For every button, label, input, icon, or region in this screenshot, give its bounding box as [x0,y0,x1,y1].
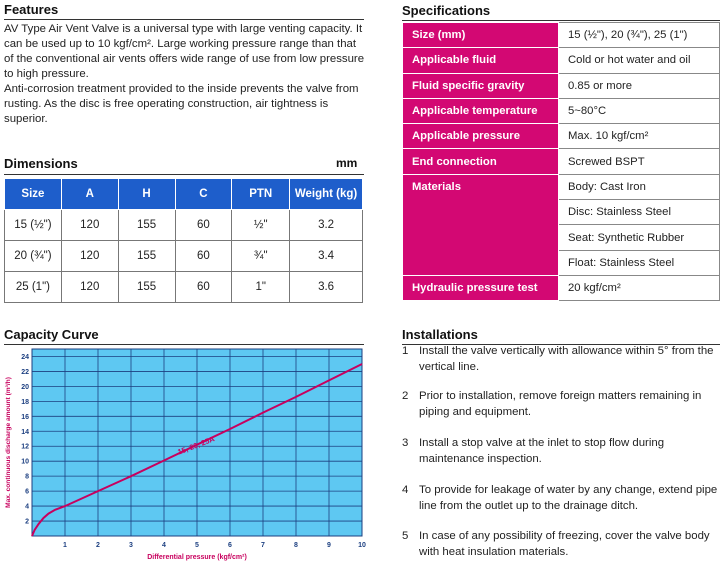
list-item-number: 5 [402,530,409,542]
list-item-number: 2 [402,390,409,402]
x-tick-label: 6 [228,542,232,549]
specifications-divider [402,20,720,21]
x-tick-label: 1 [63,542,67,549]
specifications-table [402,22,720,301]
dimensions-title: Dimensions [4,156,78,171]
spec-value-hydraulic: 20 kgf/cm² [559,275,720,300]
table-cell: 25 (1") [5,272,62,303]
x-tick-label: 9 [327,542,331,549]
spec-row [403,48,720,73]
y-axis-label: Max. continuous discharge amount (m³/h) [5,377,12,508]
y-tick-label: 10 [21,458,29,466]
table-cell: 3.2 [290,210,363,241]
spec-value-material: Body: Cast Iron [559,174,720,199]
list-item [402,483,724,514]
spec-value: 15 (½"), 20 (¾"), 25 (1") [559,23,720,48]
spec-value-material: Float: Stainless Steel [559,250,720,275]
table-cell: 1" [232,272,290,303]
spec-value: 5~80°C [559,98,720,123]
y-tick-label: 12 [21,443,29,451]
table-row [5,272,363,303]
dimensions-header-weight: Weight (kg) [290,179,363,210]
x-tick-label: 3 [129,542,133,549]
list-item [402,529,724,560]
features-divider [4,19,364,20]
table-cell: 155 [118,210,175,241]
spec-value: Max. 10 kgf/cm² [559,124,720,149]
table-row [5,210,363,241]
x-tick-label: 5 [195,542,199,549]
dimensions-header-ptn: PTN [232,179,290,210]
y-tick-label: 18 [21,398,29,406]
x-tick-label: 2 [96,542,100,549]
capacity-curve-title: Capacity Curve [4,327,99,342]
x-tick-label: 4 [162,542,166,549]
dimensions-unit: mm [336,156,358,170]
list-item-text: Prior to installation, remove foreign matters remaining in piping and equipment. [419,390,702,418]
list-item [402,436,724,467]
list-item-text: Install the valve vertically with allowance within 5° from the vertical line. [419,345,714,373]
spec-label-hydraulic: Hydraulic pressure test [403,275,559,300]
dimensions-header-a: A [61,179,118,210]
dimensions-header-c: C [175,179,232,210]
spec-value: Cold or hot water and oil [559,48,720,73]
features-title: Features [4,2,59,17]
dimensions-divider [4,174,364,175]
y-tick-label: 14 [21,428,29,436]
table-cell: ½" [232,210,290,241]
table-cell: 120 [61,210,118,241]
table-cell: 15 (½") [5,210,62,241]
list-item [402,344,724,375]
y-tick-label: 8 [25,473,29,481]
table-cell: ¾" [232,241,290,272]
spec-label: Fluid specific gravity [403,73,559,98]
list-item-number: 3 [402,437,409,449]
table-cell: 60 [175,272,232,303]
table-cell: 60 [175,241,232,272]
features-paragraph-1: AV Type Air Vent Valve is a universal type with large venting capacity. It can be used up to 10 kgf/cm². Large working pressure range than that of the conventional air vents offers wide range of use from low pressure to high pressure. [4,23,365,80]
spec-label: Applicable fluid [403,48,559,73]
x-tick-label: 10 [358,542,366,549]
spec-row [403,149,720,174]
list-item-text: In case of any possibility of freezing, cover the valve body with heat insulation materials. [419,530,710,558]
dimensions-table [4,178,363,303]
series-label: 15, 20, 25A [176,434,216,457]
y-tick-label: 16 [21,413,29,421]
spec-value: 0.85 or more [559,73,720,98]
specifications-title: Specifications [402,3,491,18]
spec-value-material: Disc: Stainless Steel [559,200,720,225]
spec-label: End connection [403,149,559,174]
spec-row [403,124,720,149]
list-item-text: Install a stop valve at the inlet to stop flow during maintenance inspection. [419,437,665,465]
table-row [5,241,363,272]
dimensions-header-h: H [118,179,175,210]
spec-label: Applicable pressure [403,124,559,149]
y-tick-label: 4 [25,503,29,511]
y-tick-label: 2 [25,518,29,526]
table-cell: 120 [61,272,118,303]
table-cell: 155 [118,241,175,272]
y-tick-label: 24 [21,353,29,361]
spec-value: Screwed BSPT [559,149,720,174]
features-paragraph-2: Anti-corrosion treatment provided to the inside prevents the valve from rusting. As the disc is free operating construction, air tightness is superior. [4,83,359,125]
table-cell: 120 [61,241,118,272]
table-cell: 3.6 [290,272,363,303]
spec-value-material: Seat: Synthetic Rubber [559,225,720,250]
dimensions-header-size: Size [5,179,62,210]
x-tick-label: 7 [261,542,265,549]
list-item [402,389,724,420]
spec-row [403,73,720,98]
spec-label-materials: Materials [403,174,559,275]
capacity-chart [0,346,372,565]
list-item-number: 1 [402,345,409,357]
x-axis-label: Differential pressure (kgf/cm²) [147,554,247,561]
table-cell: 60 [175,210,232,241]
x-tick-label: 8 [294,542,298,549]
spec-row [403,275,720,300]
spec-row [403,98,720,123]
y-tick-label: 22 [21,368,29,376]
installations-title: Installations [402,327,478,342]
spec-label: Applicable temperature [403,98,559,123]
list-item-text: To provide for leakage of water by any change, extend pipe line from the outlet up to the drainage ditch. [419,484,718,512]
list-item-number: 4 [402,484,409,496]
table-cell: 20 (¾") [5,241,62,272]
features-text [4,22,366,127]
spec-label: Size (mm) [403,23,559,48]
dimensions-header-row [5,179,363,210]
capacity-curve-divider [4,344,364,345]
table-cell: 3.4 [290,241,363,272]
y-tick-label: 20 [21,383,29,391]
spec-row [403,174,720,199]
y-tick-label: 6 [25,488,29,496]
table-cell: 155 [118,272,175,303]
spec-row [403,23,720,48]
